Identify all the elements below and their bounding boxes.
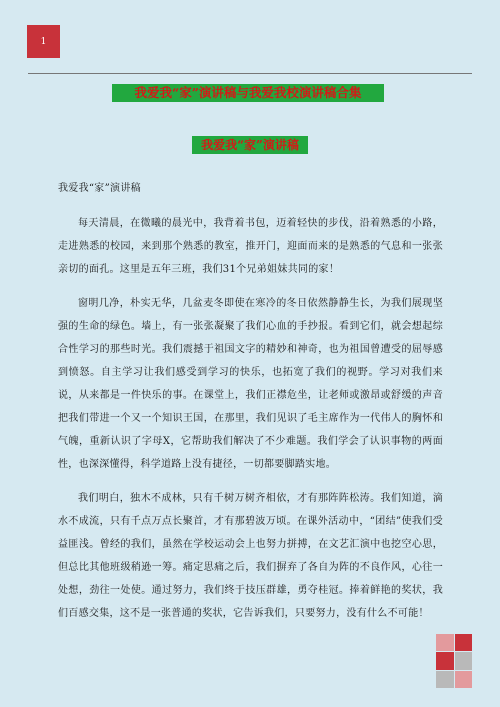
section-title: 我爱我“家”演讲稿 — [192, 136, 308, 154]
deco-square — [455, 671, 473, 688]
page-number: 1 — [40, 36, 47, 47]
paragraph: 每天清晨，在微曦的晨光中，我背着书包，迈着轻快的步伐，沿着熟悉的小路，走进熟悉的校园，来到那个熟悉的教室，推开门，迎面而来的是熟悉的气息和一张张亲切的面孔。这里是五年三班，我们31个兄弟姐妹共同的家！ — [58, 218, 443, 275]
page-number-badge — [27, 25, 60, 58]
header-divider — [28, 73, 472, 74]
document-main-title: 我爱我“家”演讲稿与我爱我校演讲稿合集 — [112, 84, 384, 102]
deco-square — [455, 652, 473, 669]
deco-square — [436, 671, 454, 688]
deco-square — [436, 652, 454, 669]
speech-title: 我爱我“家”演讲稿 — [58, 183, 141, 194]
deco-square — [436, 634, 454, 651]
corner-decoration — [436, 634, 472, 688]
deco-square — [455, 634, 473, 651]
paragraph: 窗明几净，朴实无华，几盆麦冬即使在寒冷的冬日依然静静生长，为我们展现坚强的生命的绿色。墙上，有一张张凝聚了我们心血的手抄报。看到它们，就会想起综合性学习的那些时光。我们震撼于祖国文字的精妙和神奇，也为祖国曾遭受的屈辱感到愤怒。自主学习让我们感受到学习的快乐，也拓宽了我们的视野。学习对我们来说，从来都是一件快乐的事。在课堂上，我们正襟危坐，让老师或激昂或舒缓的声音把我们带进一个又一个知识王国，在那里，我们见识了毛主席作为一代伟人的胸怀和气魄，重新认识了字母X，它帮助我们解决了不少难题。我们学会了认识事物的两面性，也深深懂得，科学道路上没有捷径，一切都要脚踏实地。 — [58, 298, 443, 470]
document-body — [58, 177, 443, 636]
paragraph: 我们明白，独木不成林，只有千树万树齐相依，才有那阵阵松涛。我们知道，滴水不成流，只有千点万点长聚首，才有那碧波万顷。在课外活动中，“团结”使我们受益匪浅。曾经的我们，虽然在学校运动会上也努力拼搏，在文艺汇演中也挖空心思，但总比其他班级稍逊一筹。痛定思痛之后，我们摒弃了各自为阵的不良作风，心往一处想，劲往一处使。通过努力，我们终于技压群雄，勇夺桂冠。捧着鲜艳的奖状，我们百感交集，这不是一张普通的奖状，它告诉我们，只要努力，没有什么不可能！ — [58, 493, 443, 619]
